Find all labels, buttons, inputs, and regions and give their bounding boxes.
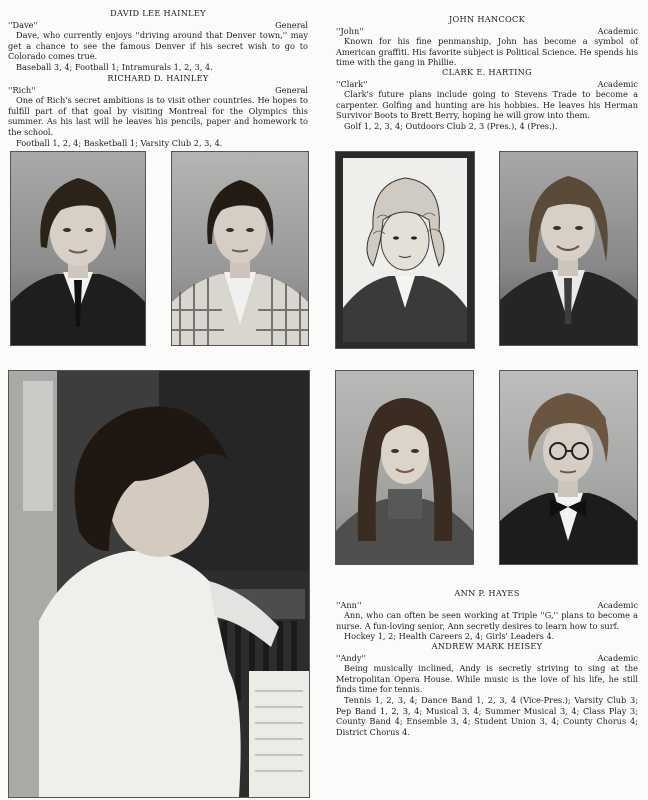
- student-name: RICHARD D. HAINLEY: [107, 73, 209, 83]
- student-name: ANDREW MARK HEISEY: [431, 641, 543, 651]
- entry-richard-hainley: [8, 73, 308, 148]
- nickname: ''Ann'': [336, 599, 362, 610]
- nickname: ''John'': [336, 25, 364, 36]
- activities: Baseball 3, 4; Football 1; Intramurals 1, 2, 3, 4.: [16, 61, 213, 72]
- nickname: ''Rich'': [8, 84, 36, 95]
- course: Academic: [597, 652, 638, 663]
- activities: Hockey 1, 2; Health Careers 2, 4; Girls' Leaders 4.: [344, 631, 555, 642]
- activities: Football 1, 2, 4; Basketball 1; Varsity Club 2, 3, 4.: [16, 137, 223, 148]
- engraving-matte: [343, 158, 467, 342]
- student-name: CLARK E. HARTING: [442, 67, 532, 77]
- engraving-drawing: [343, 158, 467, 342]
- bio: Known for his fine penmanship, John has become a symbol of American graffiti. His favorite subject is Political Science. He spends his time with the gang in Phillie.: [336, 36, 638, 68]
- student-name: JOHN HANCOCK: [448, 14, 526, 24]
- photo-clark-harting: [499, 151, 638, 346]
- nickname-row: [8, 20, 308, 31]
- photo-ann-hayes: [335, 370, 474, 565]
- course: Academic: [597, 599, 638, 610]
- portrait-silhouette: [11, 152, 145, 345]
- portrait-silhouette: [500, 371, 637, 564]
- photo-rich-hainley: [171, 151, 309, 346]
- course: Academic: [597, 25, 638, 36]
- course: Academic: [597, 78, 638, 89]
- course: General: [275, 84, 308, 95]
- nickname: ''Andy'': [336, 652, 367, 663]
- nickname-row: [336, 26, 638, 37]
- entry-ann-hayes: [336, 588, 638, 642]
- photo-john-hancock: [335, 151, 475, 349]
- activities: Golf 1, 2, 3, 4; Outdoors Club 2, 3 (Pres.), 4 (Pres.).: [344, 120, 558, 131]
- student-name: DAVID LEE HAINLEY: [110, 8, 206, 18]
- nickname-row: [8, 85, 308, 96]
- nickname: ''Dave'': [8, 19, 38, 30]
- entry-john-hancock: [336, 14, 638, 68]
- entry-andrew-heisey: [336, 641, 638, 737]
- bio: Ann, who can often be seen working at Triple ''G,'' plans to become a nurse. A fun-loving senior, Ann secretly desires to learn how to surf.: [336, 610, 638, 631]
- photo-candid-piano: [8, 370, 310, 798]
- bio: Clark's future plans include going to Stevens Trade to become a carpenter. Golfing and hunting are his hobbies. He leaves his Herman Survivor Boots to Brett Berry, hoping he will grow into them.: [336, 89, 638, 121]
- photo-dave-hainley: [10, 151, 146, 346]
- bio: Dave, who currently enjoys ''driving around that Denver town,'' may get a chance to see the famous Denver if his secret wish to go to Colorado comes true.: [8, 30, 308, 62]
- bio: One of Rich's secret ambitions is to visit other countries. He hopes to fulfill part of that goal by visiting Montreal for the Olympics this summer. As his last will he leaves his pencils, paper and homework to the school.: [8, 95, 308, 137]
- nickname: ''Clark'': [336, 78, 368, 89]
- student-name: ANN P. HAYES: [454, 588, 520, 598]
- activities: Tennis 1, 2, 3, 4; Dance Band 1, 2, 3, 4 (Vice-Pres.); Varsity Club 3; Pep Band 1, 2, 3, 4; Musical 3, 4; Summer Musical 3, 4; Class Play 3; County Band 4; Ensemble 3, 4; Student Union 3, 4; County Chorus 4; District Chorus 4.: [336, 694, 638, 737]
- portrait-silhouette: [336, 371, 473, 564]
- portrait-silhouette: [172, 152, 308, 345]
- entry-clark-harting: [336, 67, 638, 132]
- course: General: [275, 19, 308, 30]
- candid-scene: [9, 371, 309, 797]
- nickname-row: [336, 600, 638, 611]
- nickname-row: [336, 79, 638, 90]
- portrait-silhouette: [500, 152, 637, 345]
- nickname-row: [336, 653, 638, 664]
- bio: Being musically inclined, Andy is secretly striving to sing at the Metropolitan Opera House. While music is the love of his life, he still finds time for tennis.: [336, 663, 638, 695]
- photo-andy-heisey: [499, 370, 638, 565]
- entry-david-hainley: [8, 8, 308, 73]
